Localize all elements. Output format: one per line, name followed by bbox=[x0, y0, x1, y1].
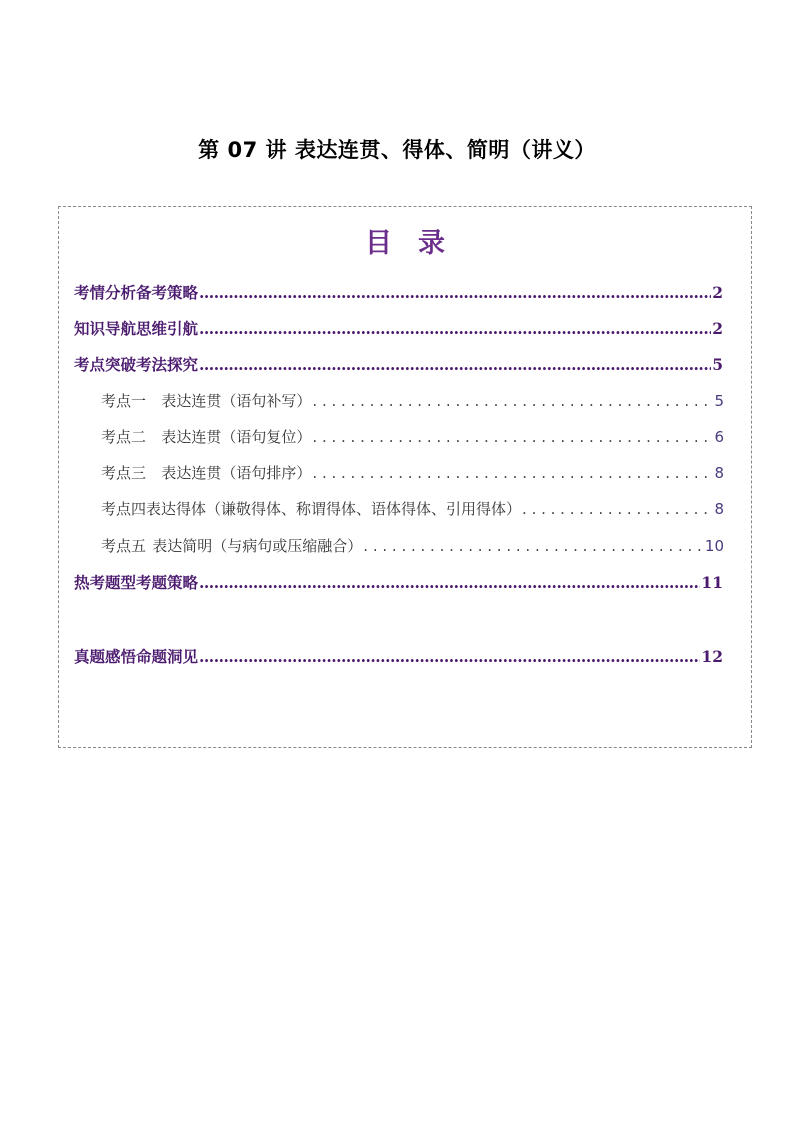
dot-leader bbox=[199, 283, 711, 302]
dot-leader bbox=[199, 319, 711, 338]
toc-page-number: 8 bbox=[714, 464, 724, 482]
toc-page-number: 10 bbox=[704, 537, 724, 555]
table-of-contents bbox=[58, 206, 752, 748]
dot-leader bbox=[363, 537, 704, 555]
toc-subentry-point-3[interactable] bbox=[101, 462, 724, 483]
dot-leader bbox=[312, 464, 713, 482]
toc-entry-label: 考点突破考法探究 bbox=[74, 355, 199, 374]
toc-subentry-label: 表达简明（与病句或压缩融合） bbox=[152, 537, 363, 555]
toc-entry-real-questions[interactable] bbox=[74, 645, 723, 667]
dot-leader bbox=[522, 500, 713, 518]
toc-page-number: 11 bbox=[701, 573, 723, 592]
dot-leader bbox=[312, 392, 713, 410]
toc-page-number: 6 bbox=[714, 428, 724, 446]
toc-subentry-label: 表达连贯（语句复位） bbox=[161, 428, 312, 446]
dot-leader bbox=[199, 647, 700, 666]
toc-subentry-number: 考点二 bbox=[101, 428, 147, 446]
toc-subentry-point-1[interactable] bbox=[101, 390, 724, 411]
toc-subentry-number: 考点三 bbox=[101, 464, 147, 482]
toc-entry-label: 知识导航思维引航 bbox=[74, 319, 199, 338]
dot-leader bbox=[199, 355, 711, 374]
dot-leader bbox=[312, 428, 713, 446]
page-title: 第 07 讲 表达连贯、得体、简明（讲义） bbox=[198, 138, 596, 162]
toc-subentry-label: 表达得体（谦敬得体、称谓得体、语体得体、引用得体） bbox=[146, 500, 522, 518]
toc-page-number: 5 bbox=[714, 392, 724, 410]
toc-subentry-number: 考点一 bbox=[101, 392, 147, 410]
toc-subentry-label: 表达连贯（语句排序） bbox=[161, 464, 312, 482]
toc-page-number: 2 bbox=[712, 283, 723, 302]
toc-heading: 目录 bbox=[365, 228, 471, 259]
toc-subentry-number: 考点四 bbox=[101, 500, 147, 518]
toc-page-number: 5 bbox=[712, 355, 723, 374]
toc-subentry-label: 表达连贯（语句补写） bbox=[161, 392, 312, 410]
dot-leader bbox=[199, 573, 700, 592]
toc-entry-label: 热考题型考题策略 bbox=[74, 573, 199, 592]
toc-entry-exam-points[interactable] bbox=[74, 353, 723, 375]
toc-entry-label: 真题感悟命题洞见 bbox=[74, 647, 199, 666]
toc-entry-hot-question-types[interactable] bbox=[74, 571, 723, 593]
toc-entry-label: 考情分析备考策略 bbox=[74, 283, 199, 302]
toc-subentry-number: 考点五 bbox=[101, 537, 147, 555]
toc-page-number: 8 bbox=[714, 500, 724, 518]
toc-page-number: 2 bbox=[712, 319, 723, 338]
toc-page-number: 12 bbox=[701, 647, 723, 666]
toc-subentry-point-4[interactable] bbox=[101, 498, 724, 519]
toc-entry-knowledge-navigation[interactable] bbox=[74, 317, 723, 339]
toc-entry-exam-analysis[interactable] bbox=[74, 281, 723, 303]
toc-subentry-point-2[interactable] bbox=[101, 426, 724, 447]
toc-subentry-point-5[interactable] bbox=[101, 535, 724, 556]
